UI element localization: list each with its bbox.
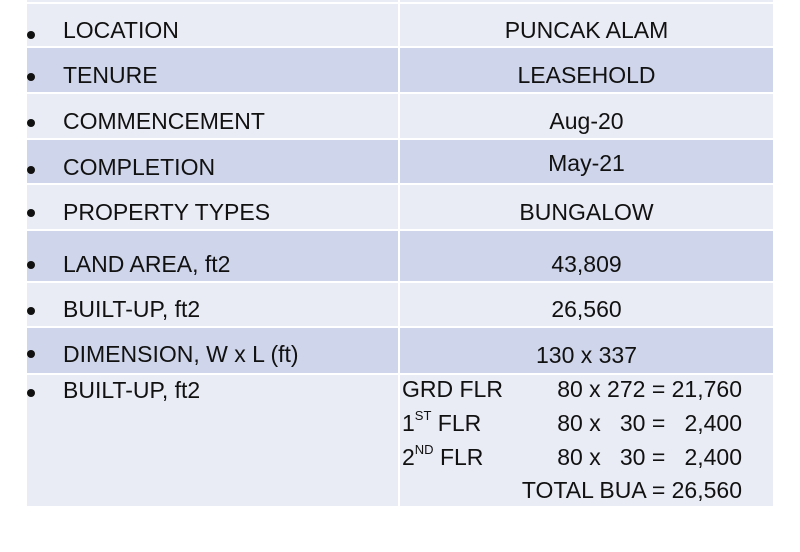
table-row-property-types: [27, 185, 773, 229]
bullet-icon: [27, 119, 35, 127]
bullet-icon: [27, 31, 35, 39]
row-label: BUILT-UP, ft2: [63, 377, 201, 403]
floor-name: GRD FLR: [402, 376, 503, 402]
table-row-tenure: [27, 48, 773, 92]
table-row-land-area: [27, 231, 773, 281]
bullet-icon: [27, 73, 35, 81]
table-row-location: [27, 4, 773, 46]
row-label: PROPERTY TYPES: [63, 199, 271, 225]
table-row-dimension: [27, 328, 773, 373]
bullet-icon: [27, 350, 35, 358]
row-value: 43,809: [551, 251, 622, 277]
total-bua: TOTAL BUA = 26,560: [521, 477, 742, 503]
row-label: COMMENCEMENT: [63, 108, 265, 134]
bullet-icon: [27, 166, 35, 174]
table-row-built-up: [27, 283, 773, 326]
bullet-icon: [27, 307, 35, 315]
row-label: TENURE: [63, 62, 158, 88]
row-value: May-21: [548, 150, 625, 176]
table-row-commencement: [27, 94, 773, 138]
row-label: LOCATION: [63, 17, 179, 43]
row-label: LAND AREA, ft2: [63, 251, 231, 277]
row-label: COMPLETION: [63, 154, 216, 180]
row-label: BUILT-UP, ft2: [63, 296, 201, 322]
row-value: BUNGALOW: [519, 199, 654, 225]
table-row-completion: [27, 140, 773, 183]
bullet-icon: [27, 389, 35, 397]
row-value: 26,560: [551, 296, 622, 322]
floor-calc: 80 x 272 = 21,760: [557, 376, 742, 402]
row-value: 130 x 337: [535, 342, 638, 368]
bullet-icon: [27, 261, 35, 269]
row-value: LEASEHOLD: [517, 62, 656, 88]
floor-calc: 80 x 30 = 2,400: [557, 410, 742, 436]
bullet-icon: [27, 209, 35, 217]
floor-name: 1ST FLR: [402, 408, 482, 436]
row-value: Aug-20: [549, 108, 624, 134]
floor-calc: 80 x 30 = 2,400: [557, 444, 742, 470]
table-row-top-cut: [27, 0, 773, 2]
row-value: PUNCAK ALAM: [504, 17, 669, 43]
row-label: DIMENSION, W x L (ft): [63, 341, 299, 367]
floor-name: 2ND FLR: [402, 442, 484, 470]
table-row-built-up-breakdown: [27, 375, 773, 506]
